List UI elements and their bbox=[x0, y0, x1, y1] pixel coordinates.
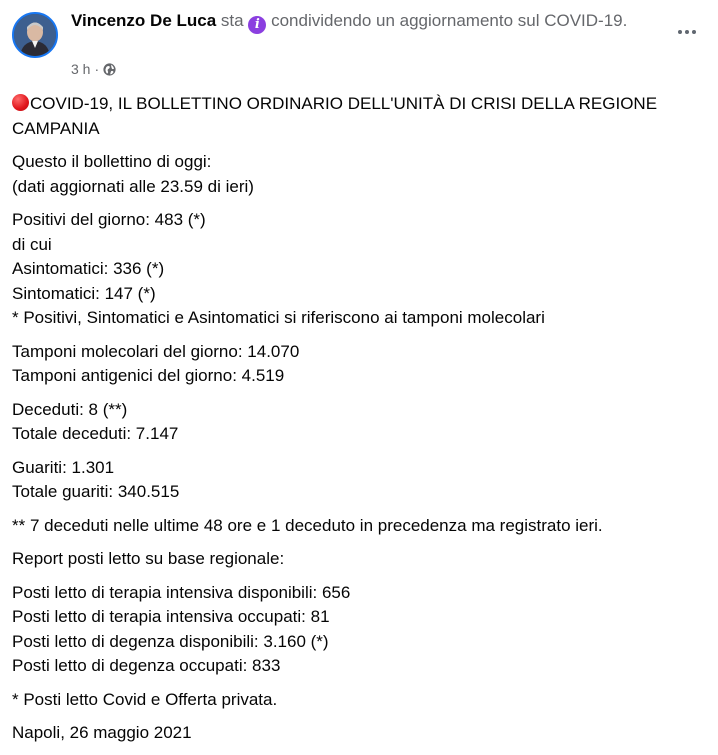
deaths-line: Deceduti: 8 (**) bbox=[12, 399, 128, 419]
positives-block bbox=[12, 208, 702, 331]
post-title bbox=[12, 92, 702, 141]
beds-block bbox=[12, 581, 702, 679]
beds-line: Posti letto di degenza disponibili: 3.160 (*) bbox=[12, 631, 329, 651]
positives-line: Sintomatici: 147 (*) bbox=[12, 283, 156, 303]
deaths-block bbox=[12, 398, 702, 447]
deaths-line: Totale deceduti: 7.147 bbox=[12, 424, 179, 443]
avatar[interactable] bbox=[12, 12, 58, 58]
action-prefix: sta bbox=[220, 11, 244, 30]
recovered-block bbox=[12, 456, 702, 505]
recovered-line: Guariti: 1.301 bbox=[12, 457, 115, 477]
swabs-line: Tamponi antigenici del giorno: 4.519 bbox=[12, 366, 285, 385]
beds-note: * Posti letto Covid e Offerta privata. bbox=[12, 689, 278, 709]
globe-icon[interactable] bbox=[103, 63, 116, 76]
post-meta bbox=[71, 60, 116, 78]
beds-title: Report posti letto su base regionale: bbox=[12, 549, 285, 568]
intro-line: Questo il bollettino di oggi: bbox=[12, 152, 212, 171]
info-icon: i bbox=[248, 16, 266, 34]
post-title-text: COVID-19, IL BOLLETTINO ORDINARIO DELL'UNITÀ DI CRISI DELLA REGIONE CAMPANIA bbox=[12, 94, 658, 138]
intro-line: (dati aggiornati alle 23.59 di ieri) bbox=[12, 176, 254, 196]
recovered-line: Totale guariti: 340.515 bbox=[12, 482, 180, 501]
signature: Napoli, 26 maggio 2021 bbox=[12, 723, 192, 742]
beds-line: Posti letto di terapia intensiva disponibili: 656 bbox=[12, 582, 351, 602]
post-header-line bbox=[71, 9, 656, 34]
author-name[interactable]: Vincenzo De Luca bbox=[71, 11, 217, 30]
swabs-line: Tamponi molecolari del giorno: 14.070 bbox=[12, 341, 300, 361]
beds-line: Posti letto di degenza occupati: 833 bbox=[12, 656, 281, 675]
action-text: condividendo un aggiornamento sul COVID-19. bbox=[271, 11, 628, 30]
deaths-note: ** 7 deceduti nelle ultime 48 ore e 1 deceduto in precedenza ma registrato ieri. bbox=[12, 515, 603, 535]
positives-line: Asintomatici: 336 (*) bbox=[12, 259, 165, 278]
profile-photo bbox=[14, 14, 56, 56]
positives-note: * Positivi, Sintomatici e Asintomatici si riferiscono ai tamponi molecolari bbox=[12, 308, 545, 327]
red-circle-icon bbox=[12, 94, 29, 111]
positives-line: di cui bbox=[12, 234, 52, 254]
post-time[interactable]: 3 h bbox=[71, 61, 91, 77]
meta-separator: · bbox=[94, 61, 100, 77]
more-options-icon[interactable] bbox=[672, 20, 702, 44]
swabs-block bbox=[12, 340, 702, 389]
intro-block bbox=[12, 150, 702, 199]
post-body bbox=[12, 92, 702, 755]
beds-line: Posti letto di terapia intensiva occupati: 81 bbox=[12, 607, 330, 626]
positives-line: Positivi del giorno: 483 (*) bbox=[12, 210, 206, 229]
